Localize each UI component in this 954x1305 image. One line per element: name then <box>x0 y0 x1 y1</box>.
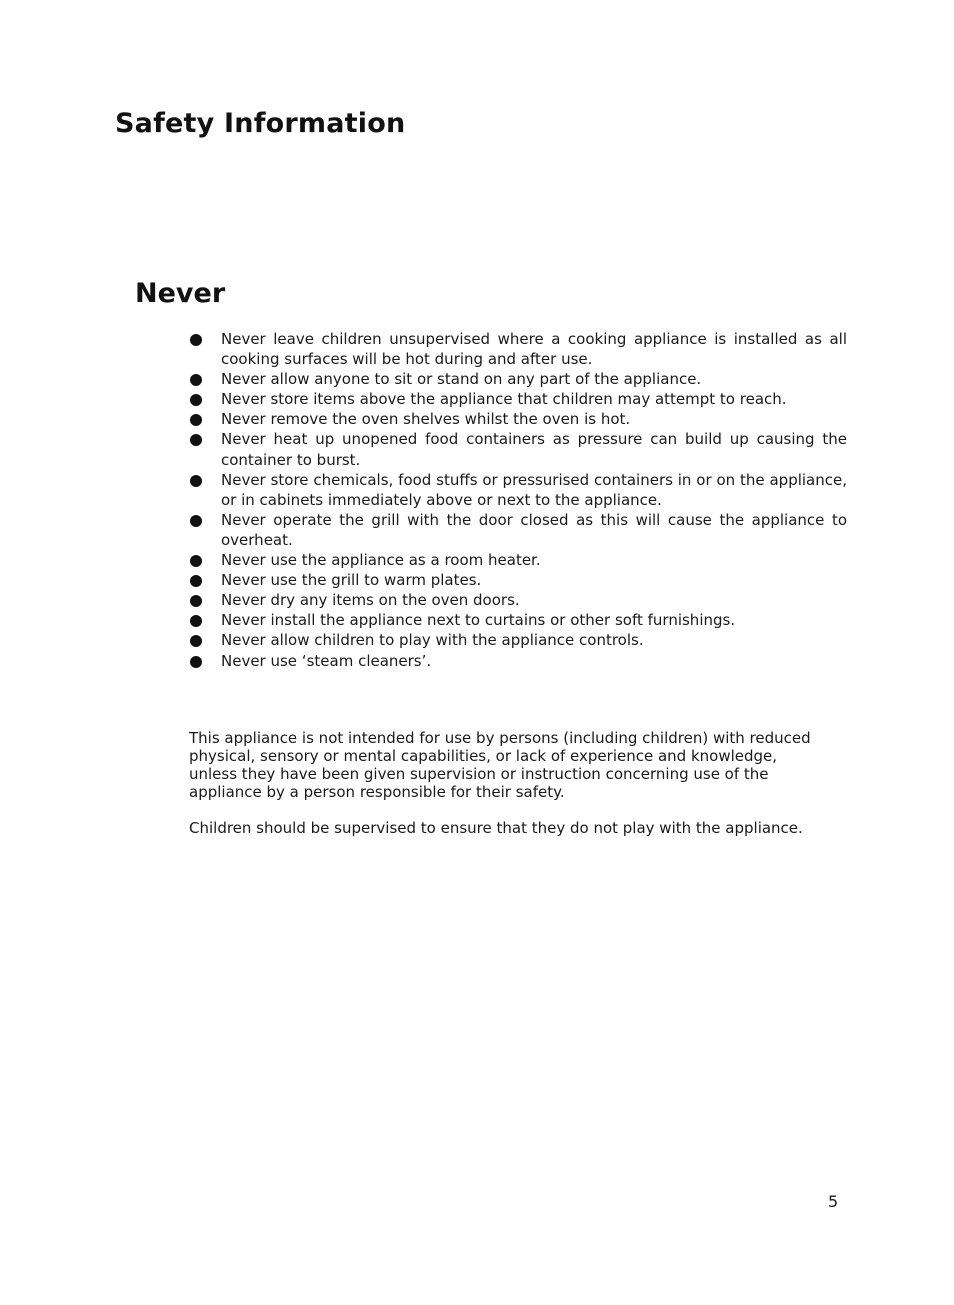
bullet-icon <box>190 394 202 406</box>
list-item <box>187 389 847 409</box>
list-item-text: Never allow children to play with the appliance controls. <box>221 631 644 650</box>
list-item <box>187 630 847 650</box>
list-item-text: Never leave children unsupervised where a cooking appliance is installed as all cooking surfaces will be hot during and after use. <box>221 330 847 369</box>
bullet-icon <box>190 555 202 567</box>
bullet-icon <box>190 414 202 426</box>
list-item-text: Never heat up unopened food containers as pressure can build up causing the container to burst. <box>221 430 847 469</box>
list-item-text: Never use the appliance as a room heater. <box>221 551 541 570</box>
list-item <box>187 409 847 429</box>
list-item-text: Never use ‘steam cleaners’. <box>221 651 432 670</box>
list-item-text: Never remove the oven shelves whilst the oven is hot. <box>221 410 631 429</box>
list-item <box>187 470 847 510</box>
list-item <box>187 510 847 550</box>
list-item <box>187 329 847 369</box>
bullet-icon <box>190 434 202 446</box>
bullet-icon <box>190 475 202 487</box>
bullet-icon <box>190 635 202 647</box>
bullet-icon <box>190 615 202 627</box>
list-item-text: Never allow anyone to sit or stand on any part of the appliance. <box>221 370 702 389</box>
list-item-text: Never store items above the appliance that children may attempt to reach. <box>221 390 787 409</box>
bullet-icon <box>190 656 202 668</box>
never-list <box>187 329 847 671</box>
list-item-text: Never install the appliance next to curtains or other soft furnishings. <box>221 611 736 630</box>
list-item <box>187 590 847 610</box>
list-item <box>187 429 847 469</box>
section-heading-never: Never <box>135 278 226 309</box>
list-item <box>187 369 847 389</box>
paragraph-children-supervision: Children should be supervised to ensure that they do not play with the appliance. <box>189 819 803 837</box>
list-item-text: Never operate the grill with the door closed as this will cause the appliance to overheat. <box>221 510 847 549</box>
list-item-text: Never use the grill to warm plates. <box>221 571 482 590</box>
bullet-icon <box>190 595 202 607</box>
bullet-icon <box>190 515 202 527</box>
bullet-icon <box>190 575 202 587</box>
page-title: Safety Information <box>115 108 406 139</box>
list-item <box>187 550 847 570</box>
list-item-text: Never dry any items on the oven doors. <box>221 591 520 610</box>
list-item <box>187 570 847 590</box>
list-item <box>187 610 847 630</box>
list-item-text: Never store chemicals, food stuffs or pressurised containers in or on the appliance, or in cabinets immediately above or next to the appliance. <box>221 470 847 509</box>
bullet-icon <box>190 334 202 346</box>
list-item <box>187 651 847 671</box>
paragraph-capabilities-notice: This appliance is not intended for use by persons (including children) with reduced physical, sensory or mental capabilities, or lack of experience and knowledge, unless they have been given supervision or instruction concerning use of the appliance by a person responsible for their safety. <box>189 729 811 801</box>
page-number: 5 <box>828 1192 839 1211</box>
bullet-icon <box>190 374 202 386</box>
